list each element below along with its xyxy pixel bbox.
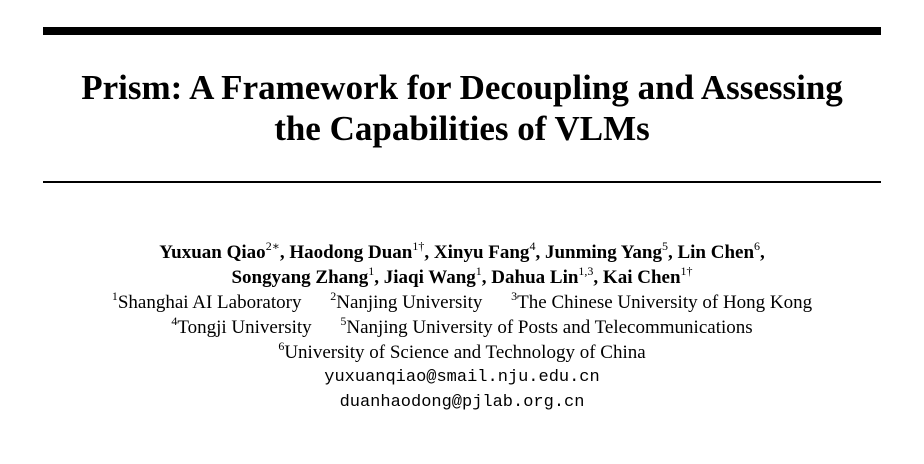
author-line-1: Yuxuan Qiao$^{2∗}$, Haodong Duan$^{1\dagger}$, Xinyu Fang$^4$, Junming Yang$^5$, Lin Chen$^6$, [159, 238, 765, 263]
affiliation-line-2 [0, 315, 924, 340]
author-name: Haodong Duan [289, 242, 413, 263]
affiliation-mark: 5 [340, 313, 347, 328]
top-rule [43, 27, 881, 35]
affiliation-line-3 [0, 340, 924, 365]
author-name: Songyang Zhang [231, 267, 369, 288]
title-line-2: the Capabilities of VLMs [274, 109, 650, 148]
title-line-1: Prism: A Framework for Decoupling and Assessing [81, 68, 843, 107]
affiliation [511, 288, 813, 313]
affiliation [330, 288, 483, 313]
affiliation-name: University of Science and Technology of China [284, 342, 646, 363]
affiliation [111, 288, 302, 313]
bottom-rule [43, 181, 881, 183]
affiliation-mark: 1 [111, 288, 118, 303]
author-name: Dahua Lin [491, 267, 579, 288]
email-1[interactable]: yuxuanqiao@smail.nju.edu.cn [324, 368, 600, 387]
author-mark: 2∗ [265, 238, 280, 253]
affiliation-mark: 6 [278, 338, 285, 353]
paper-title [0, 67, 924, 149]
author-mark: 1† [680, 263, 693, 278]
author-mark: 1,3 [578, 263, 594, 278]
author-name: Jiaqi Wang [383, 267, 476, 288]
affiliation-line-1 [0, 290, 924, 315]
email-2[interactable]: duanhaodong@pjlab.org.cn [339, 393, 585, 412]
author-line-2: Songyang Zhang$^1$, Jiaqi Wang$^1$, Dahua Lin$^{1,3}$, Kai Chen$^{1\dagger}$ [231, 263, 693, 288]
affiliation-name: Shanghai AI Laboratory [117, 292, 302, 313]
author-mark: 1 [475, 263, 482, 278]
affiliation-name: The Chinese University of Hong Kong [517, 292, 813, 313]
author-mark: 4 [529, 238, 536, 253]
author-mark: 5 [661, 238, 668, 253]
author-mark: 1 [368, 263, 375, 278]
affiliation-mark: 4 [171, 313, 178, 328]
author-name: Lin Chen [677, 242, 755, 263]
author-name: Junming Yang [544, 242, 662, 263]
author-block [0, 240, 924, 415]
affiliation [171, 313, 312, 338]
affiliation-name: Tongji University [177, 317, 312, 338]
author-name: Xinyu Fang [433, 242, 530, 263]
author-name: Yuxuan Qiao [159, 242, 266, 263]
author-name: Kai Chen [602, 267, 681, 288]
affiliation-mark: 2 [330, 288, 337, 303]
affiliation-name: Nanjing University of Posts and Telecommunications [346, 317, 753, 338]
affiliation-mark: 3 [511, 288, 518, 303]
author-mark: 1† [412, 238, 425, 253]
affiliation [340, 313, 753, 338]
affiliation [278, 338, 646, 363]
author-mark: 6 [754, 238, 761, 253]
affiliation-name: Nanjing University [336, 292, 483, 313]
